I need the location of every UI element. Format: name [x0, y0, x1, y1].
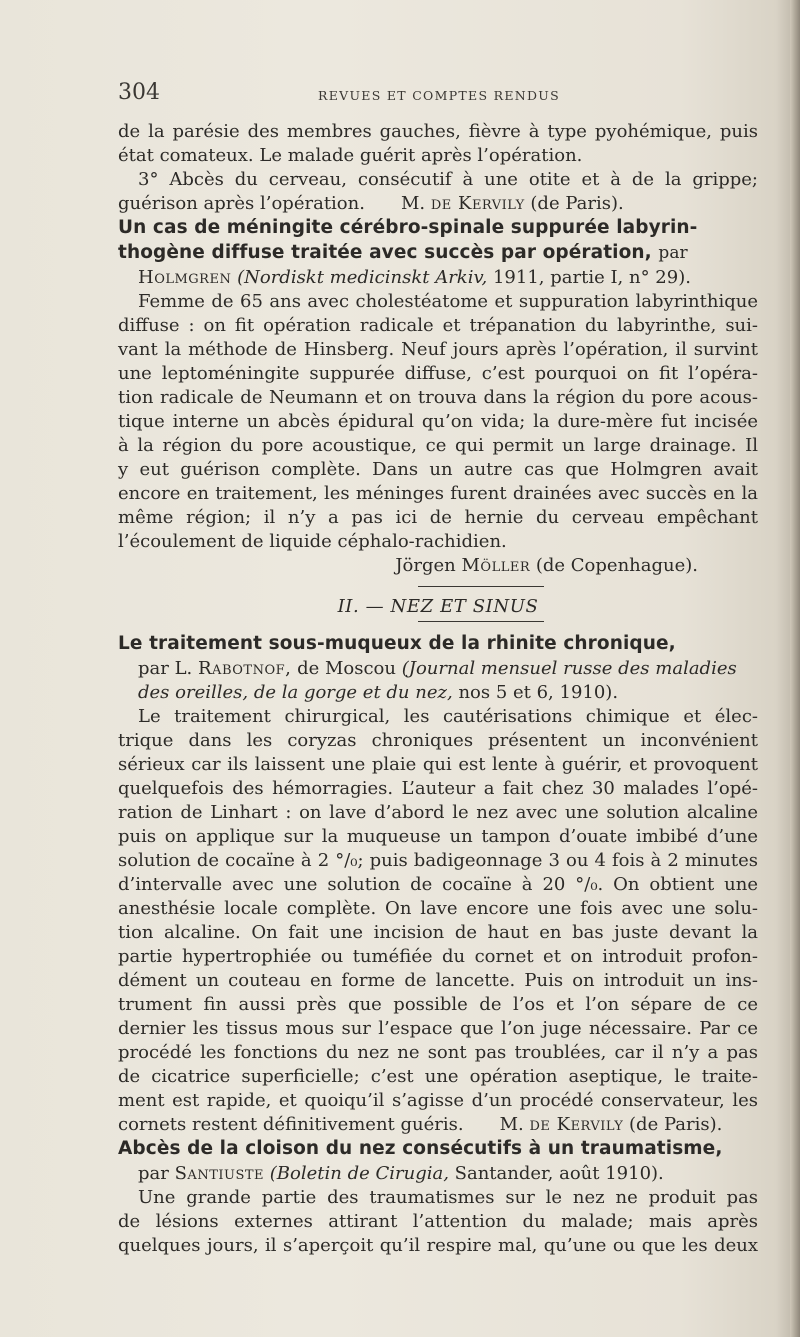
author-place: (de Paris). — [530, 193, 624, 214]
text-line: dément un couteau en forme de lancette. Puis on introduit un ins- — [118, 970, 758, 991]
citation-details: Santander, août 1910). — [454, 1163, 664, 1184]
page-body — [118, 120, 758, 1258]
text-line: tion radicale de Neumann et on trouva dans la région du pore acous- — [118, 387, 758, 408]
text-fragment: cornets restent définitivement guéris. — [118, 1114, 464, 1135]
text-line: puis on applique sur la muqueuse un tampon d’ouate imbibé d’une — [118, 826, 758, 847]
text-fragment: guérison après l’opération. — [118, 193, 365, 214]
author-name: Rabotnof, — [198, 658, 292, 679]
byline-prefix: par L. — [138, 658, 193, 679]
text-line: diffuse : on fit opération radicale et trépanation du labyrinthe, sui- — [118, 315, 758, 336]
text-line: même région; il n’y a pas ici de hernie du cerveau empêchant — [118, 507, 758, 528]
citation-details: nos 5 et 6, 1910). — [458, 682, 619, 703]
text-line: encore en traitement, les méninges furent drainées avec succès en la — [118, 483, 758, 504]
text-line: anesthésie locale complète. On lave encore une fois avec une solu- — [118, 898, 758, 919]
byline — [118, 681, 758, 705]
text-line: tion alcaline. On fait une incision de haut en bas juste devant la — [118, 922, 758, 943]
article-title-line: Abcès de la cloison du nez consécutifs à un traumatisme, — [118, 1138, 723, 1159]
journal-name: des oreilles, de la gorge et du nez, — [138, 682, 453, 703]
text-line: d’intervalle avec une solution de cocaïne à 20 °/₀. On obtient une — [118, 874, 758, 895]
text-line: Femme de 65 ans avec cholestéatome et suppuration labyrinthique — [138, 291, 758, 312]
text-line: tique interne un abcès épidural qu’on vida; la dure-mère fut incisée — [118, 411, 758, 432]
section-heading: II. — NEZ ET SINUS — [337, 596, 539, 617]
text-line: Une grande partie des traumatismes sur le nez ne produit pas — [138, 1187, 758, 1208]
author-place: de Moscou — [297, 658, 396, 679]
byline-prefix: par — [138, 1163, 169, 1184]
text-line: de la parésie des membres gauches, fièvre à type pyohémique, puis — [118, 121, 758, 142]
article-title-line: Un cas de méningite cérébro-spinale suppurée labyrin- — [118, 217, 698, 238]
text-line: une leptoméningite suppurée diffuse, c’est pourquoi on fit l’opéra- — [118, 363, 758, 384]
text-line: sérieux car ils laissent une plaie qui est lente à guérir, et provoquent — [118, 754, 758, 775]
text-line: de cicatrice superficielle; c’est une opération aseptique, le traite- — [118, 1066, 758, 1087]
text-line: trique dans les coryzas chroniques présentent un inconvénient — [118, 730, 758, 751]
article-title-line — [118, 241, 758, 266]
author-firstname: Jörgen — [395, 555, 456, 576]
journal-name: (Boletin de Cirugia, — [269, 1163, 449, 1184]
text-line: ration de Linhart : on lave d’abord le nez avec une solution alcaline — [118, 802, 758, 823]
section-rule-top — [418, 586, 544, 587]
signature-line — [118, 1113, 758, 1137]
journal-name: (Nordiskt medicinskt Arkiv, — [237, 267, 488, 288]
text-line: partie hypertrophiée ou tuméfiée du cornet et on introduit profon- — [118, 946, 758, 967]
text-line: solution de cocaïne à 2 °/₀; puis badigeonnage 3 ou 4 fois à 2 minutes — [118, 850, 758, 871]
byline-prefix: par — [658, 243, 688, 263]
text-line: ment est rapide, et quoiqu’il s’agisse d’un procédé conservateur, les — [118, 1090, 758, 1111]
byline — [118, 1162, 758, 1186]
text-line: vant la méthode de Hinsberg. Neuf jours après l’opération, il survint — [118, 339, 758, 360]
text-line: procédé les fonctions du nez ne sont pas troublées, car il n’y a pas — [118, 1042, 758, 1063]
text-line: dernier les tissus mous sur l’espace que l’on juge nécessaire. Par ce — [118, 1018, 758, 1039]
author-name: Möller — [461, 555, 531, 576]
section-rule-bottom — [418, 621, 544, 622]
signature-line — [118, 554, 758, 578]
text-line: y eut guérison complète. Dans un autre cas que Holmgren avait — [118, 459, 758, 480]
author-place: (de Paris). — [629, 1114, 723, 1135]
author-name: Holmgren — [138, 267, 232, 288]
signature-line — [118, 192, 758, 216]
author-name: de Kervily — [529, 1114, 624, 1135]
text-line: trument fin aussi près que possible de l’os et l’on sépare de ce — [118, 994, 758, 1015]
article-title-line: Le traitement sous-muqueux de la rhinite chronique, — [118, 633, 676, 654]
page-edge-shadow — [790, 0, 800, 1337]
text-line: Le traitement chirurgical, les cautérisations chimique et élec- — [138, 706, 758, 727]
text-line: l’écoulement de liquide céphalo-rachidien. — [118, 531, 507, 552]
running-head: REVUES ET COMPTES RENDUS — [318, 88, 561, 103]
byline — [118, 657, 758, 681]
journal-name: (Journal mensuel russe des maladies — [401, 658, 737, 679]
text-line: de lésions externes attirant l’attention du malade; mais après — [118, 1211, 758, 1232]
citation-details: 1911, partie I, n° 29). — [492, 267, 691, 288]
author-prefix: M. — [499, 1114, 524, 1135]
author-name: Santiuste — [174, 1163, 265, 1184]
author-name: de Kervily — [430, 193, 525, 214]
text-line: 3° Abcès du cerveau, consécutif à une otite et à de la grippe; — [138, 169, 758, 190]
page-header — [118, 80, 758, 112]
text-line: quelques jours, il s’aperçoit qu’il respire mal, qu’une ou que les deux — [118, 1235, 758, 1256]
author-prefix: M. — [400, 193, 426, 214]
text-line: quelquefois des hémorragies. L’auteur a fait chez 30 malades l’opé- — [118, 778, 758, 799]
page-number: 304 — [118, 80, 160, 105]
byline — [118, 266, 758, 290]
title-fragment: thogène diffuse traitée avec succès par opération, — [118, 242, 652, 263]
text-line: à la région du pore acoustique, ce qui permit un large drainage. Il — [118, 435, 758, 456]
author-place: (de Copenhague). — [535, 555, 698, 576]
text-line: état comateux. Le malade guérit après l’opération. — [118, 145, 583, 166]
